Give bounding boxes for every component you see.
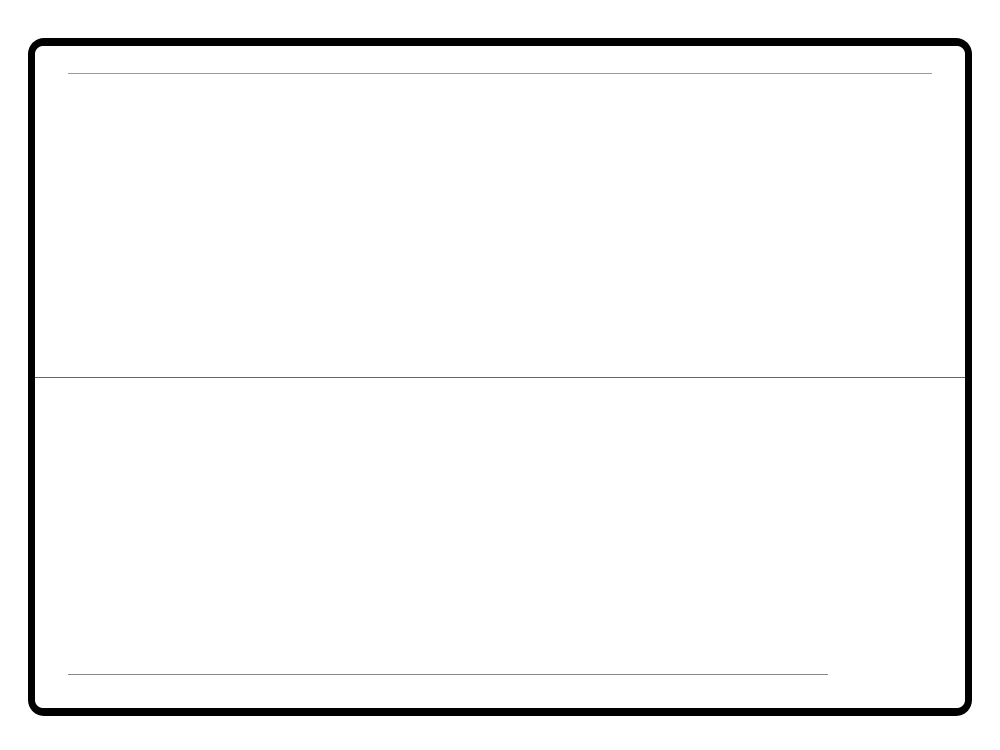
planner-page <box>35 46 965 708</box>
spine-line <box>35 377 965 378</box>
top-rule <box>68 73 932 74</box>
bottom-rule <box>68 674 828 675</box>
